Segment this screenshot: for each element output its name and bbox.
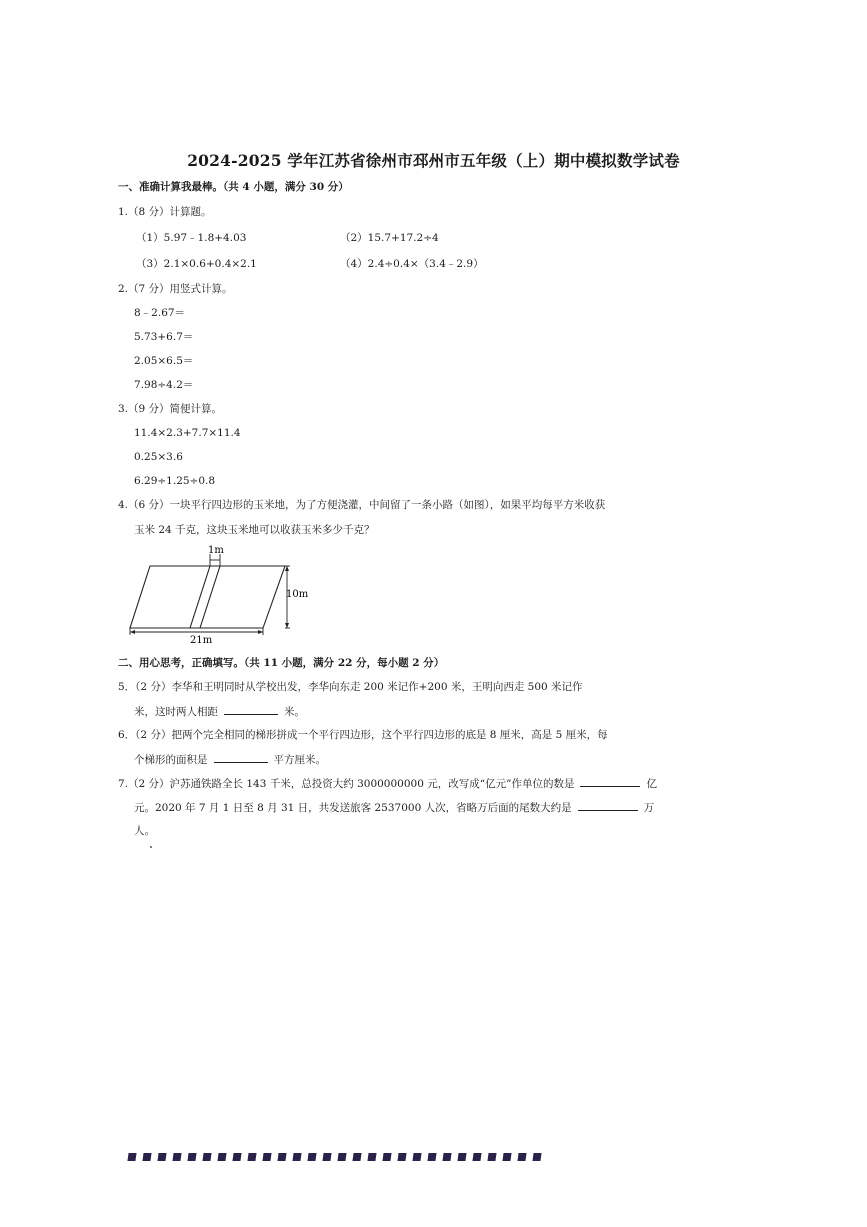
q7-unit-1: 亿 <box>646 778 657 790</box>
q1-item-3: （3）2.1×0.6+0.4×2.1 <box>136 258 257 270</box>
q6-text-after-blank: 平方厘米。 <box>273 754 326 766</box>
question-3-stem: 3.（9 分）简便计算。 <box>118 403 223 415</box>
footer-square <box>307 1153 316 1161</box>
footer-square <box>157 1153 166 1161</box>
q2-item-4: 7.98÷4.2＝ <box>134 379 194 391</box>
q7-text-1: 7.（2 分）沪苏通铁路全长 143 千米，总投资大约 3000000000 元，改写成“亿元”作单位的数是 <box>118 778 575 790</box>
q3-item-3: 6.29÷1.25÷0.8 <box>134 475 216 487</box>
footer-square <box>427 1153 436 1161</box>
q1-item-4: （4）2.4÷0.4×（3.4﹣2.9） <box>340 258 484 270</box>
path-width-label: 1m <box>208 545 224 556</box>
q6-answer-blank[interactable] <box>214 752 268 763</box>
path-left-edge <box>190 566 210 628</box>
section-heading-1: 一、准确计算我最棒。（共 4 小题，满分 30 分） <box>118 181 349 193</box>
stray-mark <box>150 846 152 848</box>
q7-unit-2: 万 <box>643 802 655 814</box>
q7-answer-blank-1[interactable] <box>580 776 640 787</box>
q1-item-1: （1）5.97﹣1.8+4.03 <box>136 232 247 244</box>
height-arrow-top <box>285 566 289 571</box>
footer-square <box>202 1153 211 1161</box>
question-5-line-2 <box>134 704 305 719</box>
q3-item-2: 0.25×3.6 <box>134 451 183 463</box>
q1-item-2: （2）15.7+17.2÷4 <box>340 232 439 244</box>
footer-square <box>442 1153 451 1161</box>
footer-square <box>487 1153 496 1161</box>
q5-text-after-blank: 米。 <box>284 706 305 718</box>
q2-item-2: 5.73+6.7＝ <box>134 331 194 343</box>
page-title: 2024-2025 学年江苏省徐州市邳州市五年级（上）期中模拟数学试卷 <box>187 151 680 170</box>
question-7-line-2 <box>134 800 654 815</box>
q6-text-before-blank: 个梯形的面积是 <box>134 754 208 766</box>
base-label: 21m <box>190 635 213 646</box>
footer-square <box>517 1153 526 1161</box>
footer-square <box>352 1153 361 1161</box>
question-2-stem: 2.（7 分）用竖式计算。 <box>118 283 233 295</box>
q7-answer-blank-2[interactable] <box>578 800 638 811</box>
height-label: 10m <box>286 589 309 600</box>
footer-square <box>532 1153 541 1161</box>
footer-square <box>412 1153 421 1161</box>
question-4-line-2: 玉米 24 千克，这块玉米地可以收获玉米多少千克？ <box>134 524 375 536</box>
footer-square <box>247 1153 256 1161</box>
question-5-line-1: 5．（2 分）李华和王明同时从学校出发，李华向东走 200 米记作+200 米，王明向西走 500 米记作 <box>118 681 583 693</box>
q3-item-1: 11.4×2.3+7.7×11.4 <box>134 427 241 439</box>
footer-square <box>397 1153 406 1161</box>
footer-square <box>142 1153 151 1161</box>
footer-square <box>277 1153 286 1161</box>
question-6-line-2 <box>134 752 326 767</box>
question-6-line-1: 6．（2 分）把两个完全相同的梯形拼成一个平行四边形，这个平行四边形的底是 8 厘米，高是 5 厘米，每 <box>118 729 608 741</box>
q2-item-1: 8﹣2.67＝ <box>134 307 186 319</box>
footer-square <box>472 1153 481 1161</box>
q5-answer-blank[interactable] <box>224 704 278 715</box>
question-7-line-1 <box>118 776 657 791</box>
footer-square <box>127 1153 136 1161</box>
path-right-edge <box>200 566 220 628</box>
footer-square <box>457 1153 466 1161</box>
footer-square <box>322 1153 331 1161</box>
footer-square <box>217 1153 226 1161</box>
footer-square <box>187 1153 196 1161</box>
footer-square <box>262 1153 271 1161</box>
section-heading-2: 二、用心思考，正确填写。（共 11 小题，满分 22 分，每小题 2 分） <box>118 657 445 669</box>
q2-item-3: 2.05×6.5＝ <box>134 355 194 367</box>
footer-square <box>382 1153 391 1161</box>
base-arrow-left <box>130 630 135 634</box>
footer-decoration <box>128 1153 743 1165</box>
parallelogram-field-figure <box>128 542 309 646</box>
footer-square <box>172 1153 181 1161</box>
question-4-line-1: 4.（6 分）一块平行四边形的玉米地，为了方便浇灌，中间留了一条小路（如图），如果平均每平方米收获 <box>118 499 606 511</box>
question-7-line-3: 人。 <box>134 825 155 837</box>
footer-square <box>337 1153 346 1161</box>
footer-square <box>367 1153 376 1161</box>
question-1-stem: 1.（8 分）计算题。 <box>118 206 212 218</box>
q7-text-2: 元。2020 年 7 月 1 日至 8 月 31 日，共发送旅客 2537000 人次，省略万后面的尾数大约是 <box>134 802 572 814</box>
q5-text-before-blank: 米，这时两人相距 <box>134 706 218 718</box>
footer-square <box>232 1153 241 1161</box>
height-arrow-bottom <box>285 623 289 628</box>
base-arrow-right <box>258 630 263 634</box>
footer-square <box>292 1153 301 1161</box>
footer-square <box>502 1153 511 1161</box>
